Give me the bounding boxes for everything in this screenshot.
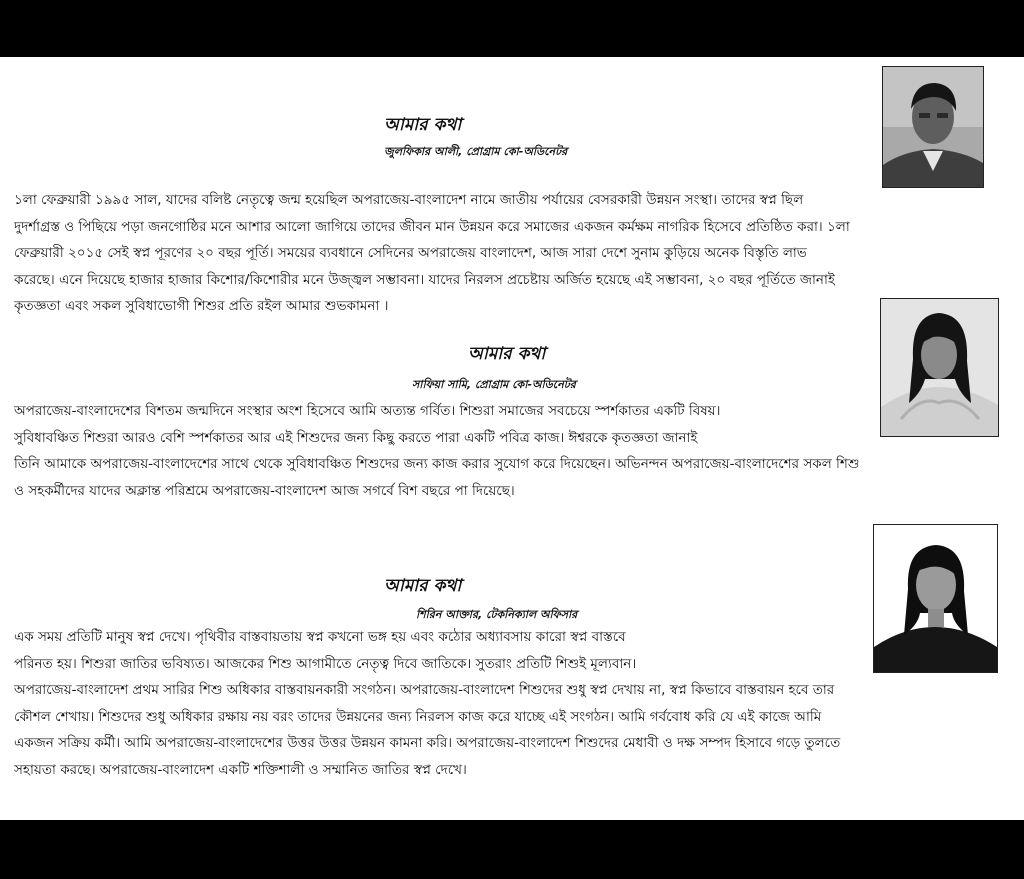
section-3-line: এক সময় প্রতিটি মানুষ স্বপ্ন দেখে। পৃথিবীর বাস্তবায়তায় স্বপ্ন কখনো ভঙ্গ হয় এবং কঠোর অধ্যাবসায় কারো স্বপ্ন বাস্তবে xyxy=(14,629,626,645)
section-2-body xyxy=(14,398,1014,504)
section-3-line: কৌশল শেখায়। শিশুদের শুধু অধিকার রক্ষায় নয় বরং তাদের উন্নয়নের জন্য নিরলস কাজ করে যাচ্ছে এই সংগঠন। আমি গর্ববোধ করি যে এই কাজে আমি xyxy=(14,708,822,725)
section-3-byline: শিরিন আক্তার, টেকনিক্যাল অফিসার xyxy=(416,608,578,621)
document-page xyxy=(0,57,1024,820)
section-1-byline: জুলফিকার আলী, প্রোগ্রাম কো-অডিনেটর xyxy=(384,145,568,158)
section-1-line: ফেব্রুয়ারী ২০১৫ সেই স্বপ্ন পূরণের ২০ বছর পূর্তি। সময়ের ব্যবধানে সেদিনের অপরাজেয় বাংলাদেশ, আজ সারা দেশে সুনাম কুড়িয়ে অনেক বিস্তৃতি লাভ xyxy=(14,245,807,261)
section-1-line: করেছে। এনে দিয়েছে হাজার হাজার কিশোর/কিশোরীর মনে উজ্জ্বল সম্ভাবনা। যাদের নিরলস প্রচেষ্টায় অর্জিত হয়েছে এই সম্ভাবনা, ২০ বছর পূর্তিতে জানাই xyxy=(14,271,835,288)
section-3-line: একজন সক্রিয় কর্মী। আমি অপরাজেয়-বাংলাদেশের উত্তর উত্তর উন্নয়ন কামনা করি। অপরাজেয়-বাংলাদেশ শিশুদের মেধাবী ও দক্ষ সম্পদ হিসাবে গড়ে তুলতে xyxy=(14,735,841,751)
portrait-photo-1 xyxy=(882,66,984,188)
section-3-heading: আমার কথা xyxy=(384,576,462,596)
section-3-line: অপরাজেয়-বাংলাদেশ প্রথম সারির শিশু অধিকার বাস্তবায়নকারী সংগঠন। অপরাজেয়-বাংলাদেশ শিশুদের শুধু স্বপ্ন দেখায় না, স্বপ্ন কিভাবে বাস্তবায়ন হবে তার xyxy=(14,682,835,698)
section-1-heading: আমার কথা xyxy=(384,115,462,135)
section-1-line: দুদর্শাগ্রস্ত ও পিছিয়ে পড়া জনগোষ্ঠির মনে আশার আলো জাগিয়ে তাদের জীবন মান উন্নয়ন করে সমাজের একজন কর্মক্ষম নাগরিক হিসেবে প্রতিষ্ঠিত করা। ১লা xyxy=(14,218,850,235)
section-2-heading: আমার কথা xyxy=(468,344,546,364)
section-2-line: তিনি আমাকে অপরাজেয়-বাংলাদেশের সাথে থেকে সুবিধাবঞ্চিত শিশুদের জন্য কাজ করার সুযোগ করে দিয়েছেন। অভিনন্দন অপরাজেয়-বাংলাদেশের সকল শিশু xyxy=(14,456,860,472)
section-2-line: সুবিধাবঞ্চিত শিশুরা আরও বেশি স্পর্শকাতর আর এই শিশুদের জন্য কিছু করতে পারা একটি পবিত্র কাজ। ঈশ্বরকে কৃতজ্ঞতা জানাই xyxy=(14,429,698,446)
portrait-photo-man-icon xyxy=(883,67,983,187)
section-2-line: ও সহকর্মীদের যাদের অক্লান্ত পরিশ্রমে অপরাজেয়-বাংলাদেশ আজ সগর্বে বিশ বছরে পা দিয়েছে। xyxy=(14,482,515,499)
section-3-body xyxy=(14,624,1014,783)
section-1-line: কৃতজ্ঞতা এবং সকল সুবিধাভোগী শিশুর প্রতি রইল আমার শুভকামনা । xyxy=(14,298,389,314)
section-2-byline: সাফিয়া সামি, প্রোগ্রাম কো-অডিনেটর xyxy=(412,378,576,391)
section-1-line: ১লা ফেব্রুয়ারী ১৯৯৫ সাল, যাদের বলিষ্ট নেতৃত্বে জন্ম হয়েছিল অপরাজেয়-বাংলাদেশ নামে জাতীয় পর্যায়ের বেসরকারী উন্নয়ন সংস্থা। তাদের স্বপ্ন ছিল xyxy=(14,192,804,208)
section-3-line: পরিনত হয়। শিশুরা জাতির ভবিষ্যত। আজকের শিশু আগামীতে নেতৃত্ব দিবে জাতিকে। সুতরাং প্রতিটি শিশুই মূল্যবান। xyxy=(14,655,637,672)
section-3-line: সহায়তা করছে। অপরাজেয়-বাংলাদেশ একটি শক্তিশালী ও সম্মানিত জাতির স্বপ্ন দেখে। xyxy=(14,761,467,778)
section-1-body xyxy=(14,187,1014,320)
section-2-line: অপরাজেয়-বাংলাদেশের বিশতম জন্মদিনে সংস্থার অংশ হিসেবে আমি অত্যন্ত গর্বিত। শিশুরা সমাজের সবচেয়ে স্পর্শকাতর একটি বিষয়। xyxy=(14,403,721,419)
